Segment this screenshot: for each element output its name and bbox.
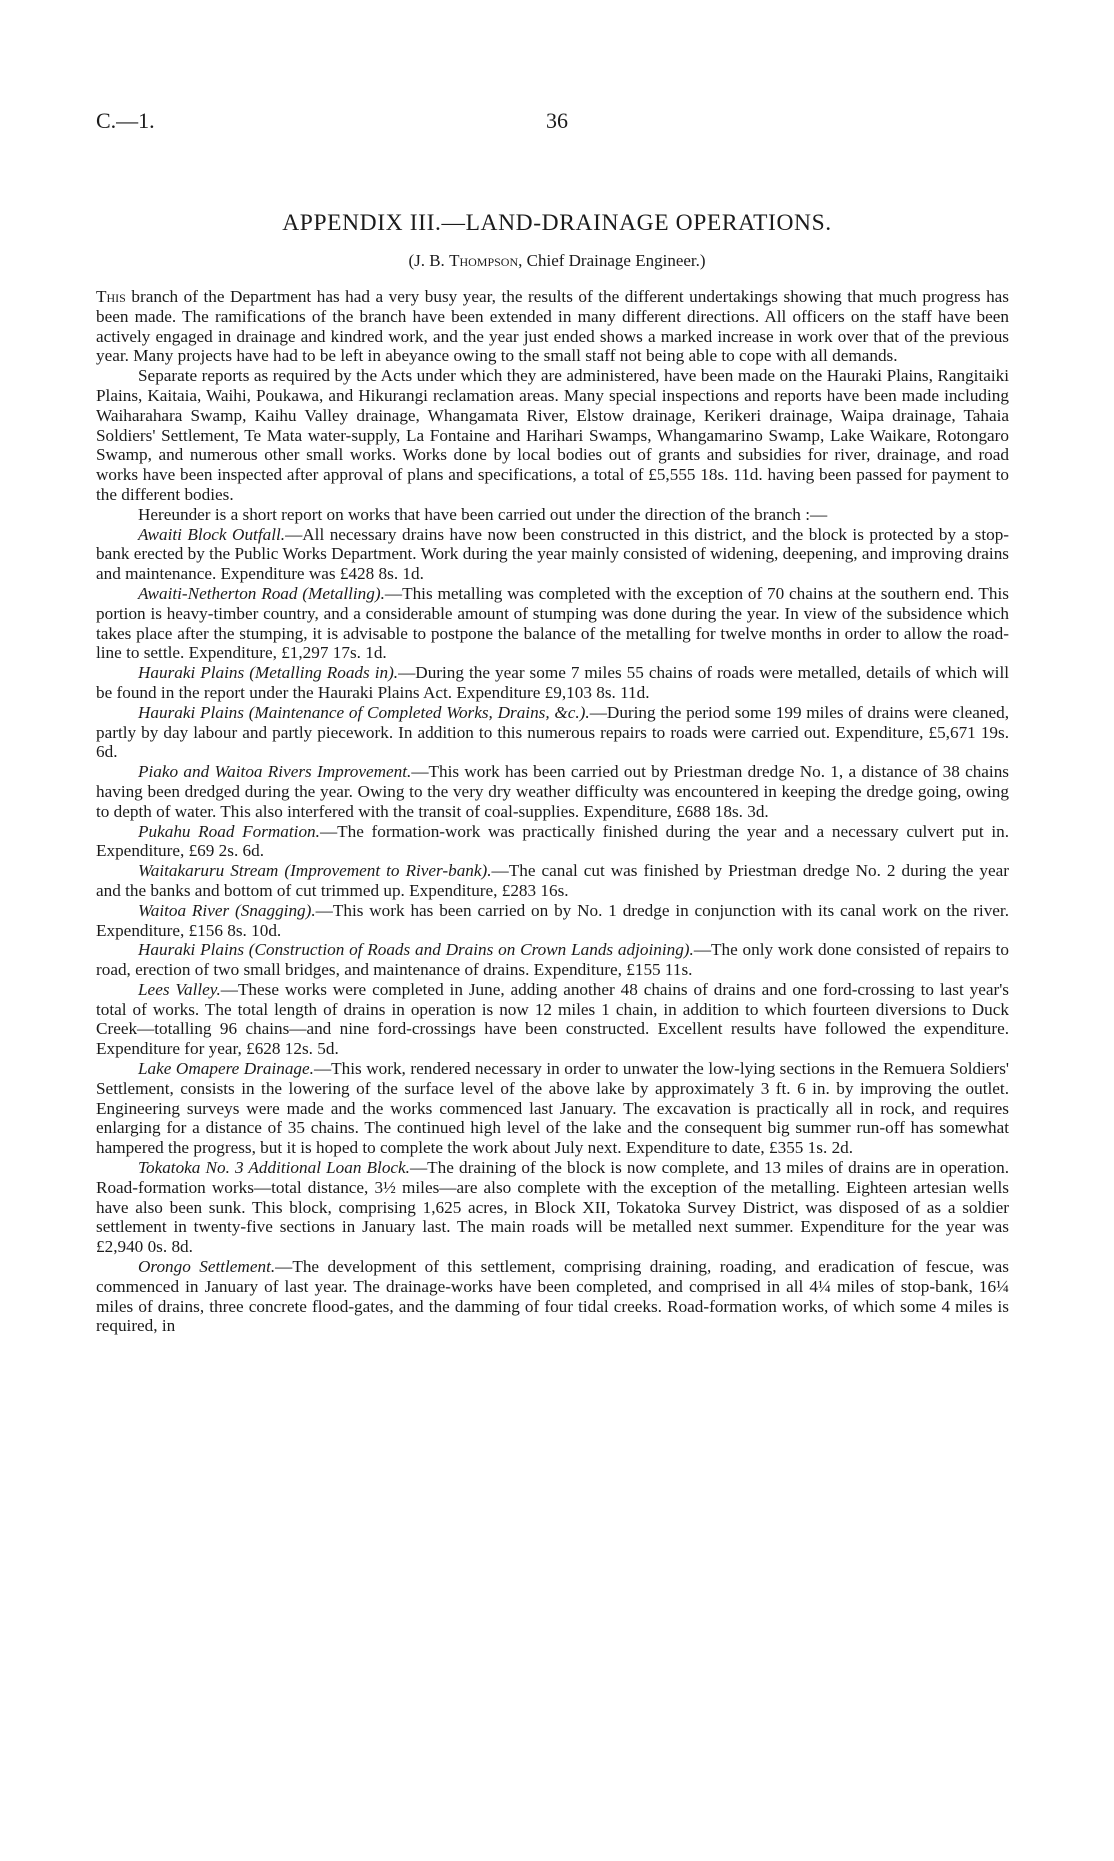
appendix-title: APPENDIX III.—LAND-DRAINAGE OPERATIONS. [282, 210, 832, 236]
section-heading: Awaiti Block Outfall. [138, 524, 286, 544]
section-awaiti-block-outfall [96, 525, 1009, 584]
section-tokatoka-loan-block [96, 1158, 1009, 1257]
section-orongo-settlement [96, 1257, 1009, 1336]
section-waitakaruru-stream [96, 861, 1009, 901]
section-lees-valley [96, 980, 1009, 1059]
section-pukahu-road [96, 822, 1009, 862]
section-text: —During the period some 199 miles of drains were cleaned, partly by day labour and partly piecework. In addition to this numerous repairs to roads were carried out. Expenditure, £5,671 19s. 6d. [96, 702, 1009, 762]
section-heading: Waitoa River (Snagging). [138, 900, 316, 920]
section-waitoa-river-snagging [96, 901, 1009, 941]
section-heading: Hauraki Plains (Construction of Roads and Drains on Crown Lands adjoining). [138, 940, 694, 960]
report-body [96, 287, 1009, 1336]
section-heading: Orongo Settlement. [138, 1257, 276, 1277]
section-text: —The canal cut was finished by Priestman dredge No. 2 during the year and the banks and bottom of cut trimmed up. Expenditure, £283 16s. [96, 861, 1009, 900]
section-text: —This metalling was completed with the exception of 70 chains at the southern end. This portion is heavy-timber country, and a considerable amount of stumping was done during the year. In view of the subsidence which takes place after the stumping, it is advisable to postpone the balance of the metalling for twelve months in order to allow the road-line to settle. Expenditure, £1,297 17s. 1d. [96, 583, 1009, 663]
section-heading: Waitakaruru Stream (Improvement to River-bank). [138, 861, 492, 881]
intro-paragraph-1 [96, 287, 1009, 366]
section-text: —All necessary drains have now been constructed in this district, and the block is protected by a stop-bank erected by the Public Works Department. Work during the year mainly consisted of widening, deepening, and improving drains and maintenance. Expenditure was £428 8s. 1d. [96, 524, 1010, 584]
section-heading: Lees Valley. [138, 979, 221, 999]
intro-paragraph-3: Hereunder is a short report on works that have been carried out under the direction of the branch :— [138, 504, 828, 524]
section-text: —During the year some 7 miles 55 chains of roads were metalled, details of which will be found in the report under the Hauraki Plains Act. Expenditure £9,103 8s. 11d. [96, 663, 1010, 702]
section-heading: Awaiti-Netherton Road (Metalling). [138, 583, 385, 603]
section-text: —This work has been carried on by No. 1 dredge in conjunction with its canal work on the river. Expenditure, £156 8s. 10d. [96, 900, 1009, 940]
section-heading: Tokatoka No. 3 Additional Loan Block. [138, 1158, 410, 1178]
document-reference: C.—1. [96, 108, 155, 133]
section-text: —The only work done consisted of repairs to road, erection of two small bridges, and maintenance of drains. Expenditure, £155 11s. [96, 940, 1009, 980]
byline-rest: , Chief Drainage Engineer.) [518, 251, 706, 270]
section-heading: Hauraki Plains (Metalling Roads in). [138, 663, 399, 683]
lead-word: This [96, 287, 126, 306]
section-text: —The development of this settlement, comprising draining, roading, and eradication of fescue, was commenced in January of last year. The drainage-works have been completed, and comprised in all 4¼ miles of stop-bank, 16¼ miles of drains, three concrete flood-gates, and the damming of four tidal creeks. Road-formation works, of which some 4 miles is required, in [96, 1257, 1009, 1336]
section-hauraki-maintenance [96, 703, 1009, 762]
running-header [96, 108, 1018, 138]
author-byline [96, 251, 1018, 271]
byline-open: (J. B. [408, 251, 450, 270]
section-text: —This work has been carried out by Priestman dredge No. 1, a distance of 38 chains having been dredged during the year. Owing to the very dry weather difficulty was encountered in keeping the dredge going, owing to depth of water. This also interfered with the transit of coal-supplies. Expenditure, £688 18s. 3d. [96, 762, 1009, 821]
section-awaiti-netherton-road [96, 584, 1009, 663]
section-text: —The draining of the block is now complete, and 13 miles of drains are in operation. Road-formation works—total distance, 3½ miles—are also complete with the exception of the metalling. Eighteen artesian wells have also been sunk. This block, comprising 1,625 acres, in Block XII, Tokatoka Survey District, was disposed of as a soldier settlement in twenty-five sections in January last. The main roads will be metalled next summer. Expenditure for the year was £2,940 0s. 8d. [96, 1158, 1010, 1257]
section-heading: Lake Omapere Drainage. [138, 1059, 314, 1079]
section-text: —This work, rendered necessary in order to unwater the low-lying sections in the Remuera Soldiers' Settlement, consists in the lowering of the surface level of the above lake by approximately 3 ft. 6 in. by improving the outlet. Engineering surveys were made and the works commenced last January. The excavation is practically all in rock, and requires enlarging for a distance of 35 chains. The continued high level of the lake and the consequent big summer run-off has somewhat hampered the progress, but it is hoped to complete the work about July next. Expenditure to date, £355 1s. 2d. [96, 1059, 1009, 1158]
section-hauraki-crown-lands [96, 940, 1009, 980]
section-text: —The formation-work was practically finished during the year and a necessary culvert put in. Expenditure, £69 2s. 6d. [96, 821, 1009, 861]
intro-paragraph-1-text: branch of the Department has had a very busy year, the results of the different undertakings showing that much progress has been made. The ramifications of the branch have been extended in many different directions. All officers on the staff have been actively engaged in drainage and kindred work, and the year just ended shows a marked increase in work over that of the previous year. Many projects have had to be left in abeyance owing to the small staff not being able to cope with all demands. [96, 287, 1009, 366]
author-name: Thompson [449, 251, 519, 270]
page-number: 36 [546, 108, 568, 133]
section-piako-waitoa-rivers [96, 762, 1009, 821]
section-lake-omapere [96, 1059, 1009, 1158]
section-hauraki-metalling-roads [96, 663, 1009, 703]
section-heading: Hauraki Plains (Maintenance of Completed Works, Drains, &c.). [138, 702, 590, 722]
section-heading: Piako and Waitoa Rivers Improvement. [138, 762, 412, 782]
section-heading: Pukahu Road Formation. [138, 821, 320, 841]
section-text: —These works were completed in June, adding another 48 chains of drains and one ford-crossing to last year's total of works. The total length of drains in operation is now 12 miles 1 chain, in addition to which fourteen diversions to Duck Creek—totalling 96 chains—and nine ford-crossings have been constructed. Excellent results have followed the expenditure. Expenditure for year, £628 12s. 5d. [96, 979, 1009, 1059]
intro-paragraph-2: Separate reports as required by the Acts under which they are administered, have been made on the Hauraki Plains, Rangitaiki Plains, Kaitaia, Waihi, Poukawa, and Hikurangi reclamation areas. Many special inspections and reports have been made including Waiharahara Swamp, Kaihu Valley drainage, Whangamata River, Elstow drainage, Kerikeri drainage, Waipa drainage, Tahaia Soldiers' Settlement, Te Mata water-supply, La Fontaine and Harihari Swamps, Whangamarino Swamp, Lake Waikare, Rotongaro Swamp, and numerous other small works. Works done by local bodies out of grants and subsidies for river, drainage, and road works have been inspected after approval of plans and specifications, a total of £5,555 18s. 11d. having been passed for payment to the different bodies. [96, 366, 1009, 504]
